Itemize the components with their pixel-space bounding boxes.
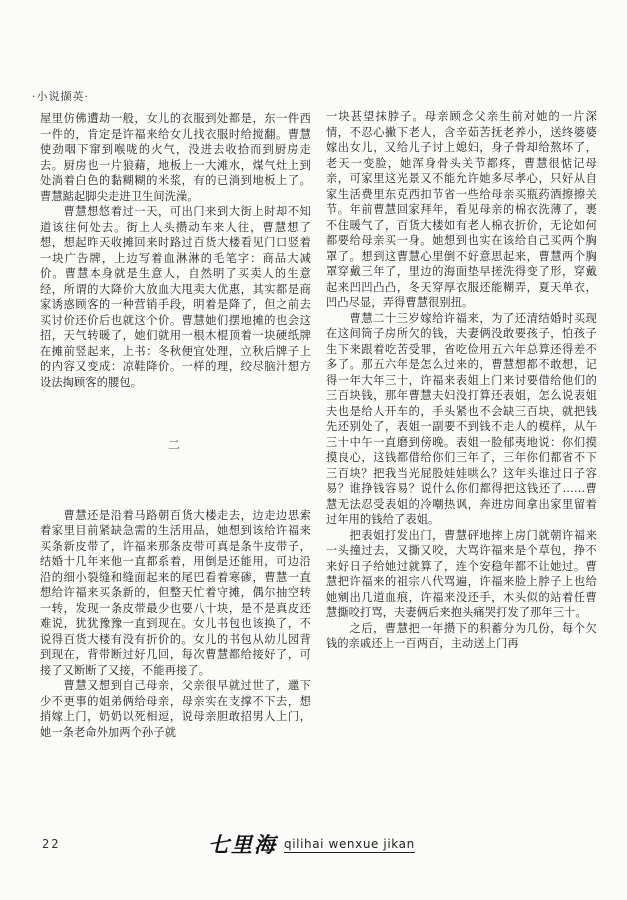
paragraph: 之后，曹慧把一年攒下的积蓄分为几份，每个欠钱的亲戚还上一百两百，主动送上门再 xyxy=(326,621,597,650)
paragraph: 把表姐打发出门，曹慧砰地摔上房门就朝许福来一头撞过去，又撕又咬，大骂许福来是个草包，挣不来好日子给她过就算了，连个安稳年都不让她过。曹慧把许福来的祖宗八代骂遍，许福来脸上脖子上也给她剜出几道血痕，许福来没还手，木头似的站着任曹慧撕咬打骂，夫妻俩后来抱头痛哭打发了那年三十。 xyxy=(326,528,597,619)
paragraph: 曹慧又想到自己母亲，父亲很早就过世了，邋下少不更事的姐弟俩给母亲，母亲实在支撑不下去，想捎嫁上门，奶奶以死相逗，说母亲胆敢招男人上门，她一条老命外加两个孙子就 xyxy=(40,679,311,739)
section-header: ·小说撷英· xyxy=(32,90,89,103)
page-number: 22 xyxy=(42,837,61,851)
paragraph: 曹慧想悠着过一天，可出门来到大街上时却不知道该往何处去。街上人头攒动车来人往，曹慧想了想，想起昨天收摊回来时路过百货大楼看见门口竖着一块广告牌，上边写着血淋淋的毛笔字：商品大减价。曹慧本身就是生意人，自然明了买卖人的生意经，所谓的大降价大放血大甩卖大优惠，其实都是商家诱惑顾客的一种营销手段，明着是降了，但之前去买讨价还价后也就这个价。曹慧她们摆地摊的也会这招，天气转暖了，她们就用一根木棍顶着一块硬纸牌在摊前竖起来，上书：冬秋便宜处理，立秋后牌子上的内容又变成：凉鞋降价。一样的理，绞尽脑汁想方设法掏顾客的腰包。 xyxy=(40,205,311,389)
magazine-pinyin: qilihai wenxue jikan xyxy=(284,837,415,851)
paragraph: 屋里仿佛遭劫一般，女儿的衣服到处都是，东一件西一件的，肯定是许福来给女儿找衣服时给搅翻。曹慧使劲咽下窜到喉咙的火气，没进去收拾而到厨房走去。厨房也一片狼藉，地板上一大滩水，煤气灶上到处淌着白色的黏糊糊的米浆，有的已淌到地板上了。曹慧踮起脚尖走进卫生间洗澡。 xyxy=(40,112,311,203)
right-column xyxy=(326,109,597,652)
left-column xyxy=(40,111,311,740)
paragraph: 曹慧还是沿着马路朝百货大楼走去，边走边思索着家里目前紧缺急需的生活用品，她想到该给许福来买条新皮带了，许福来那条皮带可真是条牛皮带子，结婚十几年来他一直都系着，用倒是还能用，可边沿沿的细小裂缝和缝面起来的尾巴看着寒碜，曹慧一直想给许福来买条新的，但整天忙着守摊，偶尔抽空转一转，发现一条皮带最少也要八十块，是不是真皮还难说，犹犹豫豫一直到现在。女儿书包也该换了，不说得百货大楼有没有折价的。女儿的书包从幼儿园背到现在，背带断过好几回，每次曹慧都给接好了，可接了又断断了又接，不能再接了。 xyxy=(40,508,311,677)
magazine-logo: 七里海 xyxy=(208,832,277,857)
page-footer xyxy=(0,833,627,863)
paragraph: 曹慧二十三岁嫁给许福来，为了还清结婚时买现在这间筒子房所欠的钱，夫妻俩没敢要孩子，怕孩子生下来跟着吃苦受罪，省吃俭用五六年总算还得差不多了。那五六年是怎么过来的，曹慧想都不敢想，记得一年大年三十，许福来表姐上门来讨要借给他们的三百块钱，那年曹慧夫妇没打算还表姐，怎么说表姐夫也是给人开车的，手头紧也不会缺三百块，就把钱先还别处了，表姐一副要不到钱不走人的模样，从午三十中午一直磨到傍晚。表姐一脸郁夷地说：你们摸摸良心，这钱都借给你们三年了，三年你们都省不下三百块？把我当光屁股娃娃哄么？这年头谁过日子容易？谁挣钱容易？说什么你们都得把这钱还了……曹慧无法忍受表姐的冷嘲热讽，奔进房间拿出家里留着过年用的钱给了表姐。 xyxy=(326,311,597,526)
paragraph: 一块甚望抹脖子。母亲顾念父亲生前对她的一片深情，不忍心撇下老人，含辛茹苦抚老养小，送终婆婆嫁出女儿，又给儿子讨上媳妇，身子骨却给熬坏了，老天一变脸，她浑身骨头关节都疼，曹慧很惦记母亲，可家里这光景又不能允许她多尽孝心，只好从自家生活费里东克西扣节省一些给母亲买瓶药酒擦擦关节。年前曹慧回家拜年，看见母亲的棉衣洗薄了，裹不住暖气了，百货大楼如有老人棉衣折价，无论如何都要给母亲买一身。她想到也实在该给自己买两个胸罩了。想到这曹慧心里倒不好意思起来，曹慧两个胸罩穿戴三年了，里边的海面垫早搓洗得变了形，穿戴起来凹凹凸凸，冬天穿厚衣服还能糊弄，夏天单衣，凹凸尽显，弄得曹慧很别扭。 xyxy=(326,110,597,309)
section-number: 二 xyxy=(167,438,183,452)
